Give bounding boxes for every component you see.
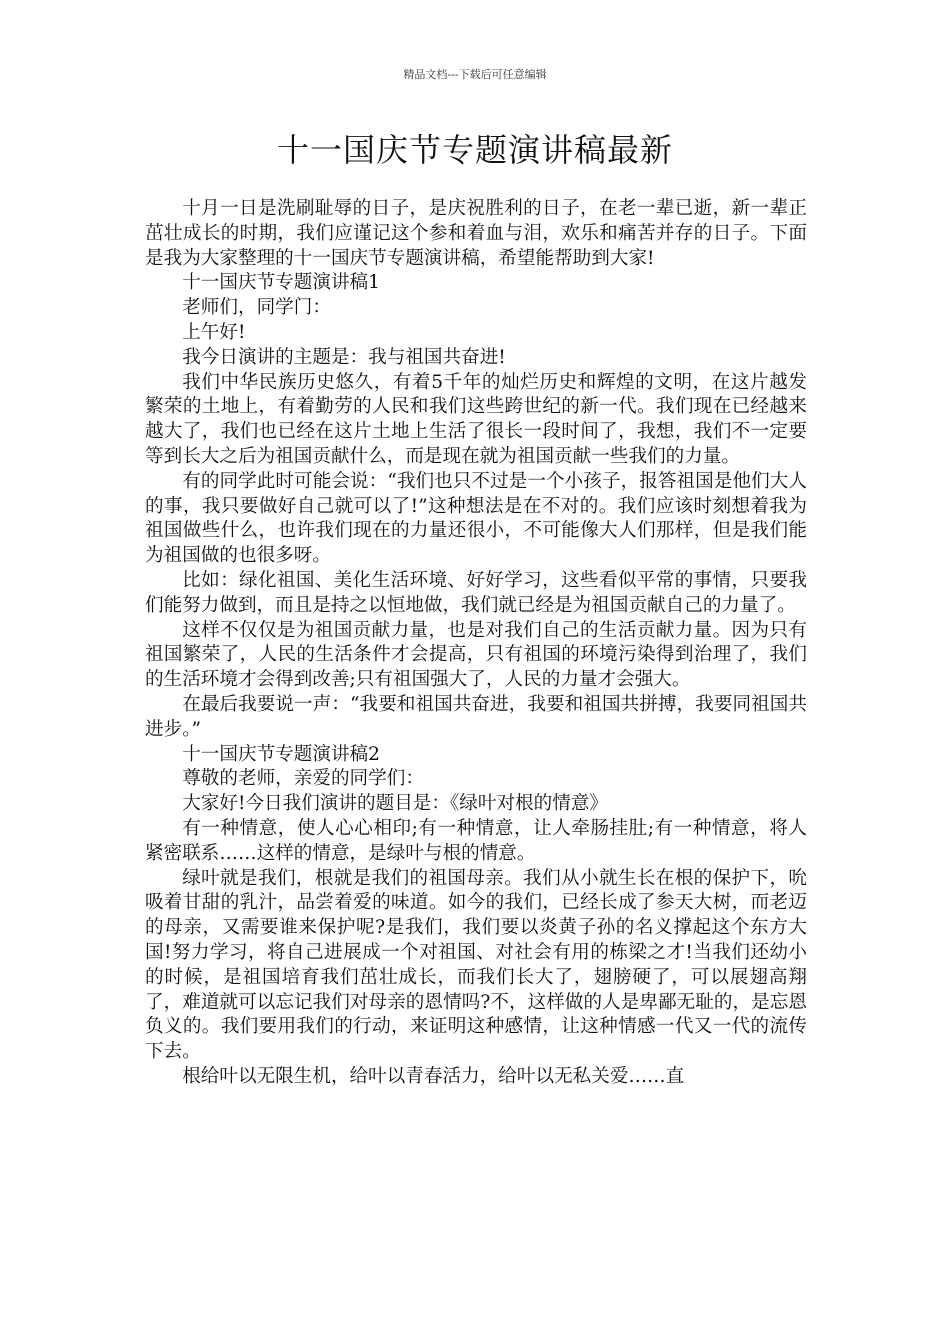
paragraph: 上午好! (182, 321, 246, 343)
paragraph: 大家好!今日我们演讲的题目是：《绿叶对根的情意》 (182, 793, 609, 815)
section-heading: 十一国庆节专题演讲稿1 (182, 272, 380, 294)
paragraph: 有一种情意，使人心心相印;有一种情意，让人牵肠挂肚;有一种情意，将人紧密联系……这样的情意，是绿叶与根的情意。 (145, 817, 807, 864)
paragraph: 在最后我要说一声：“我要和祖国共奋进，我要和祖国共拼搏，我要同祖国共进步。” (145, 693, 807, 740)
paragraph: 有的同学此时可能会说：“我们也只不过是一个小孩子，报答祖国是他们大人的事，我只要做好自己就可以了!”这种想法是在不对的。我们应该时刻想着我为祖国做些什么，也许我们现在的力量还很小，不可能像大人们那样，但是我们能为祖国做的也很多呀。 (145, 470, 807, 567)
paragraph: 我们中华民族历史悠久，有着5千年的灿烂历史和辉煌的文明，在这片越发繁荣的土地上，有着勤劳的人民和我们这些跨世纪的新一代。我们现在已经越来越大了，我们也已经在这片土地上生活了很长一段时间了，我想，我们不一定要等到长大之后为祖国贡献什么，而是现在就为祖国贡献一些我们的力量。 (145, 371, 807, 467)
paragraph: 绿叶就是我们，根就是我们的祖国母亲。我们从小就生长在根的保护下，吮吸着甘甜的乳汁，品尝着爱的味道。如今的我们，已经长成了参天大树，而老迈的母亲，又需要谁来保护呢?是我们，我们要以炎黄子孙的名义撑起这个东方大国!努力学习，将自己进展成一个对祖国、对社会有用的栋梁之才!当我们还幼小的时候，是祖国培育我们茁壮成长，而我们长大了，翅膀硬了，可以展翅高翔了，难道就可以忘记我们对母亲的恩情吗?不，这样做的人是卑鄙无耻的，是忘恩负义的。我们要用我们的行动，来证明这种感情，让这种情感一代又一代的流传下去。 (145, 867, 807, 1063)
document-body (145, 197, 807, 1090)
paragraph: 比如：绿化祖国、美化生活环境、好好学习，这些看似平常的事情，只要我们能努力做到，而且是持之以恒地做，我们就已经是为祖国贡献自己的力量了。 (145, 569, 807, 616)
paragraph: 这样不仅仅是为祖国贡献力量，也是对我们自己的生活贡献力量。因为只有祖国繁荣了，人民的生活条件才会提高，只有祖国的环境污染得到治理了，我们的生活环境才会得到改善;只有祖国强大了，人民的力量才会强大。 (145, 619, 807, 691)
paragraph: 尊敬的老师，亲爱的同学们： (182, 768, 424, 790)
section-heading: 十一国庆节专题演讲稿2 (182, 743, 380, 765)
document-title: 十一国庆节专题演讲稿最新 (276, 131, 673, 169)
paragraph: 我今日演讲的主题是：我与祖国共奋进! (182, 346, 506, 368)
page-header: 精品文档---下载后可任意编辑 (403, 68, 547, 81)
paragraph: 根给叶以无限生机，给叶以青春活力，给叶以无私关爱……直 (182, 1065, 685, 1087)
paragraph: 老师们，同学门： (182, 297, 331, 319)
paragraph: 十月一日是洗刷耻辱的日子，是庆祝胜利的日子，在老一辈已逝，新一辈正茁壮成长的时期，我们应谨记这个参和着血与泪，欢乐和痛苦并存的日子。下面是我为大家整理的十一国庆节专题演讲稿，希望能帮助到大家! (145, 198, 807, 269)
